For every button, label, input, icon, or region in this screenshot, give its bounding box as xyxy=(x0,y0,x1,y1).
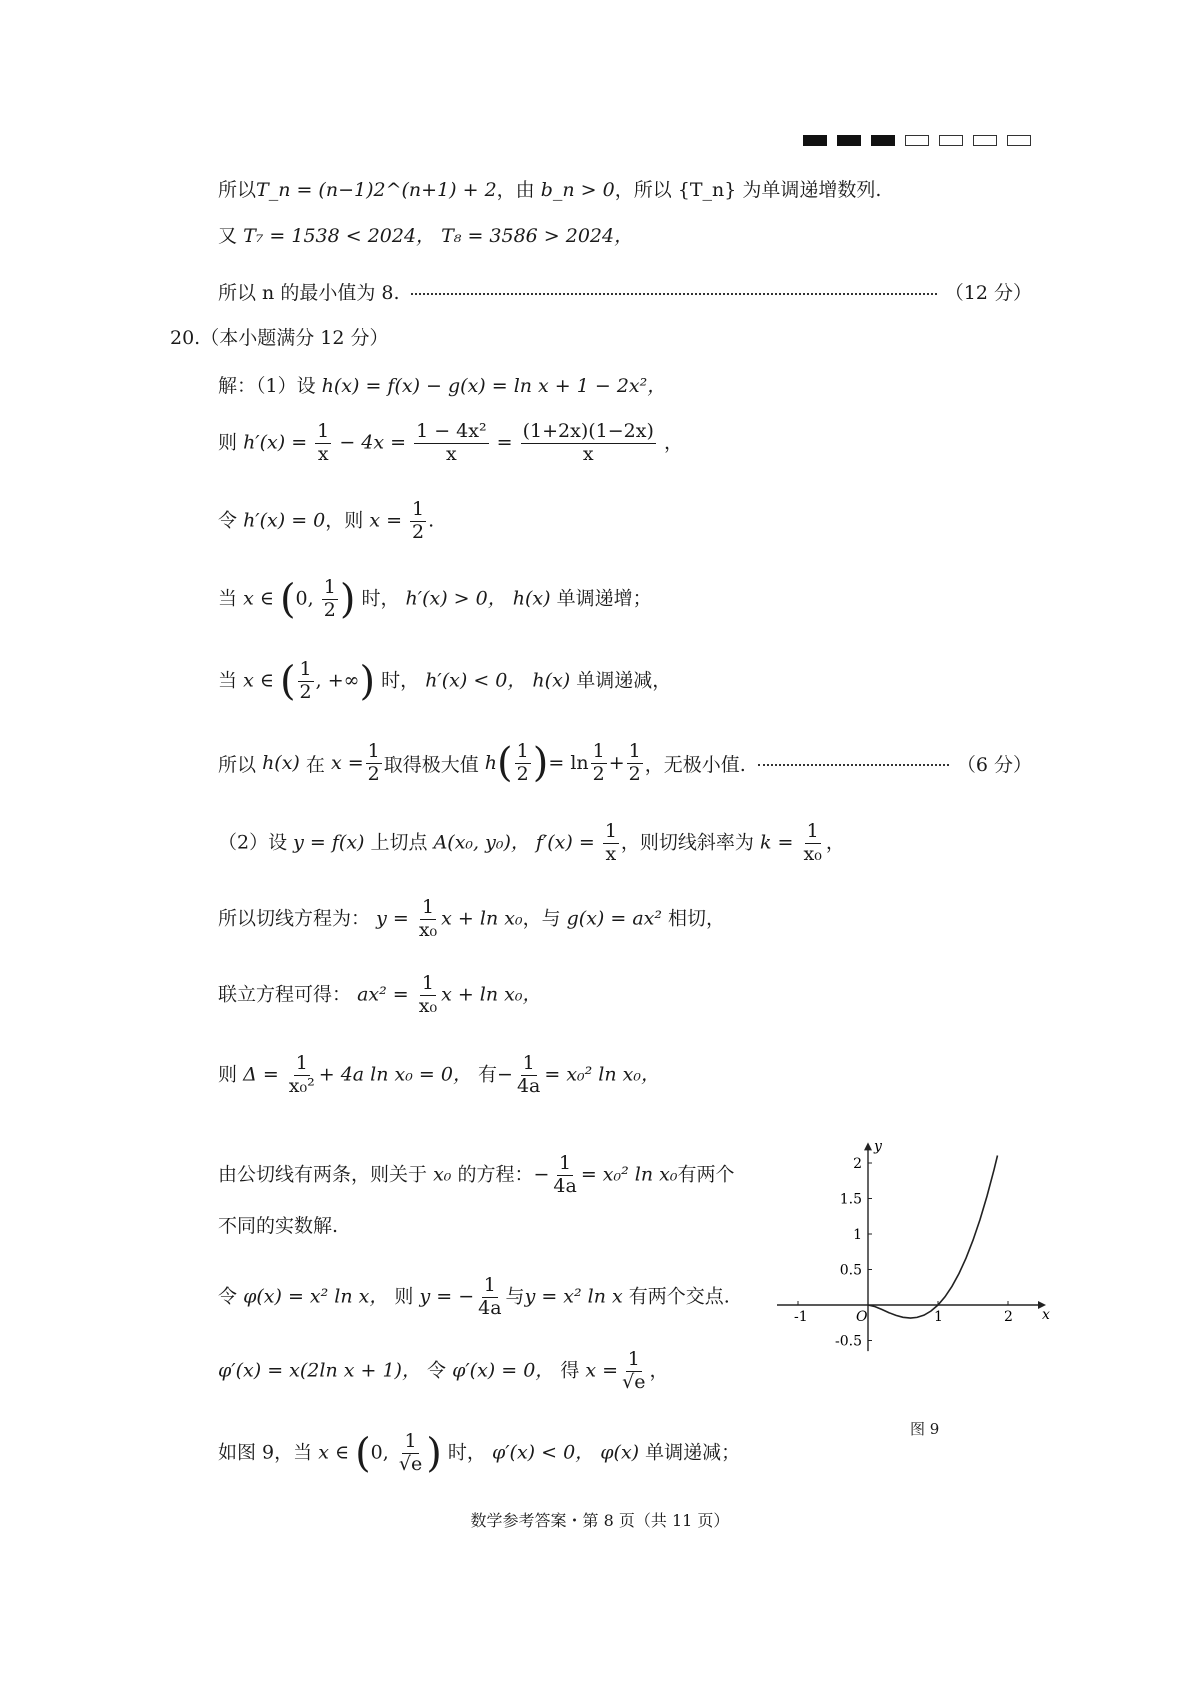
p2-line-7 xyxy=(218,1276,730,1319)
formula: h(x) = f(x) − g(x) = ln x + 1 − 2x²， xyxy=(321,375,667,397)
fraction xyxy=(410,500,426,543)
denominator: 2 xyxy=(516,762,529,785)
text: , +∞ xyxy=(315,669,360,692)
denominator: 4a xyxy=(516,1074,541,1097)
formula: = x₀² ln x₀ xyxy=(580,1163,678,1186)
formula: A(x₀, y₀)， xyxy=(433,831,530,854)
p1-line-4 xyxy=(218,578,652,621)
text: 与 xyxy=(505,1285,525,1308)
denominator: √e xyxy=(622,1370,646,1393)
numerator: 1 − 4x² xyxy=(416,420,487,442)
p2-line-6 xyxy=(218,1212,338,1240)
formula: x = xyxy=(369,509,402,532)
formula: h xyxy=(484,752,498,775)
text: 取得极大值 xyxy=(383,753,479,776)
text: （2）设 xyxy=(218,831,288,854)
denominator: 2 xyxy=(592,762,605,785)
text: 如图 9，当 xyxy=(218,1441,313,1464)
formula: ax² = xyxy=(357,983,409,1006)
formula: y = − xyxy=(419,1285,475,1308)
formula: h(x) xyxy=(532,669,571,692)
formula: x = xyxy=(585,1359,619,1382)
fraction xyxy=(322,578,338,621)
fraction xyxy=(591,742,607,785)
fraction xyxy=(417,898,439,941)
text: 单调递减； xyxy=(645,1441,741,1464)
formula: φ(x) = x² ln x， xyxy=(243,1285,389,1308)
formula: Δ = xyxy=(243,1063,279,1086)
text: 则 xyxy=(218,431,238,454)
denominator: 2 xyxy=(299,680,312,703)
text: ，则 xyxy=(325,509,364,532)
numerator: 1 xyxy=(421,972,434,994)
x-tick-label: 2 xyxy=(1004,1309,1013,1325)
progress-mark-filled xyxy=(837,135,861,146)
right-paren: ) xyxy=(532,740,549,787)
question-number: 20. xyxy=(170,327,201,349)
p1-line-3 xyxy=(218,500,434,543)
fraction xyxy=(366,742,382,785)
y-tick-label: 1 xyxy=(853,1227,862,1243)
text: 令 xyxy=(427,1359,447,1382)
formula: T_n = (n−1)2^(n+1) + 2 xyxy=(256,179,497,201)
function-graph xyxy=(768,1140,1048,1400)
denominator: x xyxy=(445,442,457,465)
p2-line-4 xyxy=(218,1054,660,1097)
formula: b_n > 0 xyxy=(540,179,615,201)
numerator: (1+2x)(1−2x) xyxy=(522,420,654,442)
y-tick-label: 0.5 xyxy=(839,1262,862,1279)
dot-leader xyxy=(758,764,949,766)
y-tick-label: 2 xyxy=(853,1156,862,1172)
text: 所以 xyxy=(218,179,257,201)
text: 则 xyxy=(394,1285,414,1308)
denominator: 4a xyxy=(478,1296,502,1319)
fraction xyxy=(521,422,656,465)
text: 由公切线有两条，则关于 xyxy=(218,1163,428,1186)
formula: g(x) = ax² xyxy=(566,907,662,930)
text: ，则切线斜率为 xyxy=(620,831,754,854)
progress-mark-empty xyxy=(1007,135,1031,146)
progress-mark-empty xyxy=(939,135,963,146)
formula: x ∈ xyxy=(318,1441,350,1464)
text: 不同的实数解. xyxy=(218,1215,339,1237)
formula: x ∈ xyxy=(243,669,274,692)
text: 单调递增； xyxy=(556,587,652,610)
y-tick-label: -0.5 xyxy=(835,1333,862,1350)
denominator: √e xyxy=(398,1452,423,1475)
formula: f′(x) = xyxy=(535,831,595,854)
numerator: 1 xyxy=(404,1430,417,1452)
numerator: 1 xyxy=(421,896,435,918)
text: ，所以 {T_n} 为单调递增数列. xyxy=(614,179,882,201)
denominator: x₀ xyxy=(418,994,438,1017)
question-header xyxy=(170,324,388,352)
numerator: 1 xyxy=(628,740,641,762)
x-tick-label: O xyxy=(856,1309,868,1325)
denominator: x₀² xyxy=(288,1074,315,1097)
formula: x + ln x₀ xyxy=(441,907,523,930)
text: 0, xyxy=(370,1441,389,1464)
formula: y = f(x) xyxy=(293,831,365,854)
text: 解：（1）设 xyxy=(218,375,316,397)
formula: h′(x) > 0， xyxy=(405,587,507,610)
text: 令 xyxy=(218,1285,238,1308)
numerator: 1 xyxy=(295,1052,308,1074)
text: 时， xyxy=(447,1441,486,1464)
formula: φ′(x) = x(2ln x + 1)， xyxy=(218,1359,421,1382)
fraction xyxy=(603,822,619,865)
figure-caption: 图 9 xyxy=(910,1420,940,1438)
dot-leader xyxy=(411,293,936,295)
numerator: 1 xyxy=(323,576,336,598)
fraction xyxy=(551,1154,578,1197)
y-axis-arrow xyxy=(864,1142,872,1150)
numerator: 1 xyxy=(559,1152,572,1174)
formula: h(x) xyxy=(262,752,300,775)
progress-mark-empty xyxy=(973,135,997,146)
formula: h′(x) = xyxy=(243,431,308,454)
left-paren: ( xyxy=(355,1430,371,1477)
p2-line-2 xyxy=(218,898,725,941)
text: 在 xyxy=(305,753,325,776)
text: 所以 xyxy=(218,753,257,776)
progress-mark-filled xyxy=(803,135,827,146)
numerator: 1 xyxy=(522,1052,535,1074)
p1-line-1 xyxy=(218,372,666,400)
text: 有 xyxy=(478,1063,498,1086)
numerator: 1 xyxy=(592,740,605,762)
fraction xyxy=(802,822,824,865)
text: ， xyxy=(649,1359,669,1382)
p1-line-5 xyxy=(218,660,671,703)
progress-mark-empty xyxy=(905,135,929,146)
numerator: 1 xyxy=(367,740,380,762)
continuation-line-3 xyxy=(218,278,1032,305)
text: 单调递减， xyxy=(576,669,672,692)
numerator: 1 xyxy=(317,420,330,442)
numerator: 1 xyxy=(627,1348,640,1370)
text: ，由 xyxy=(496,179,535,201)
numerator: 1 xyxy=(516,740,529,762)
text: 有两个交点. xyxy=(628,1285,730,1308)
text: 所以切线方程为： xyxy=(218,907,371,930)
p2-line-3 xyxy=(218,974,541,1017)
formula: x ∈ xyxy=(243,587,274,610)
fraction xyxy=(417,974,439,1017)
fraction xyxy=(515,742,531,785)
numerator: 1 xyxy=(299,658,312,680)
curve-series xyxy=(868,1156,998,1319)
p2-line-8 xyxy=(218,1350,668,1393)
fraction xyxy=(476,1276,503,1319)
denominator: 2 xyxy=(628,762,641,785)
score: （6 分） xyxy=(956,753,1032,776)
fraction xyxy=(515,1054,542,1097)
fraction xyxy=(298,660,314,703)
text: − xyxy=(533,1163,550,1186)
text: 相切， xyxy=(668,907,726,930)
text: 时， xyxy=(361,587,400,610)
text: 有两个 xyxy=(677,1163,735,1186)
text: ，无极小值. xyxy=(644,753,746,776)
formula: φ(x) xyxy=(600,1441,640,1464)
formula: x = xyxy=(330,752,364,775)
text: − xyxy=(497,1063,513,1086)
question-title: （本小题满分 12 分） xyxy=(200,327,389,349)
progress-mark-filled xyxy=(871,135,895,146)
p1-line-2 xyxy=(218,422,683,465)
page-footer: 数学参考答案・第 8 页（共 11 页） xyxy=(470,1511,730,1530)
denominator: 4a xyxy=(553,1174,577,1197)
text: 又 xyxy=(218,225,238,247)
numerator: 1 xyxy=(412,498,425,520)
text: 的方程： xyxy=(457,1163,534,1186)
text: 当 xyxy=(218,587,238,610)
formula: = x₀² ln x₀， xyxy=(544,1063,660,1086)
text: ， xyxy=(663,431,683,454)
x-tick-label: -1 xyxy=(794,1309,808,1325)
fraction xyxy=(397,1432,424,1475)
left-paren: ( xyxy=(279,658,296,705)
text: 上切点 xyxy=(370,831,428,854)
numerator: 1 xyxy=(604,820,617,842)
p2-line-9 xyxy=(218,1432,740,1475)
formula: x₀ xyxy=(433,1163,452,1186)
text: 时， xyxy=(381,669,420,692)
fraction xyxy=(627,742,643,785)
left-paren: ( xyxy=(279,576,296,623)
formula: φ′(x) < 0， xyxy=(491,1441,595,1464)
continuation-line-2 xyxy=(218,222,633,250)
denominator: x xyxy=(605,842,617,865)
fraction xyxy=(620,1350,647,1393)
numerator: 1 xyxy=(483,1274,496,1296)
denominator: x₀ xyxy=(418,918,438,941)
x-axis-label: x xyxy=(1042,1307,1050,1323)
fraction xyxy=(315,422,331,465)
text: 所以 n 的最小值为 8. xyxy=(218,282,400,304)
formula: y = x² ln x xyxy=(524,1285,623,1308)
text: = ln xyxy=(548,752,589,775)
right-paren: ) xyxy=(339,576,356,623)
formula: + 4a ln x₀ = 0， xyxy=(318,1063,472,1086)
right-paren: ) xyxy=(426,1430,442,1477)
denominator: 2 xyxy=(323,598,336,621)
fraction xyxy=(287,1054,317,1097)
left-paren: ( xyxy=(497,740,513,787)
numerator: 1 xyxy=(806,820,819,842)
formula: h(x) xyxy=(512,587,551,610)
denominator: 2 xyxy=(412,520,425,543)
formula: φ′(x) = 0， xyxy=(452,1359,555,1382)
formula: h′(x) < 0， xyxy=(425,669,527,692)
denominator: x₀ xyxy=(803,842,822,865)
text: 则 xyxy=(218,1063,238,1086)
formula: − 4x = xyxy=(339,431,407,454)
progress-marks xyxy=(803,135,1031,146)
x-tick-label: 1 xyxy=(934,1309,943,1325)
p1-line-6 xyxy=(218,742,1032,785)
score: （12 分） xyxy=(944,282,1032,304)
continuation-line-1 xyxy=(218,176,881,204)
text: 当 xyxy=(218,669,238,692)
text: ，与 xyxy=(522,907,561,930)
text: 0, xyxy=(295,587,314,610)
text: + xyxy=(608,752,625,775)
formula: T₈ = 3586 > 2024， xyxy=(441,225,634,247)
text: = xyxy=(496,431,513,454)
denominator: x xyxy=(317,442,329,465)
formula: h′(x) = 0 xyxy=(243,509,326,532)
text: ， xyxy=(825,831,845,854)
text: . xyxy=(428,509,435,532)
formula: k = xyxy=(759,831,794,854)
y-tick-label: 1.5 xyxy=(839,1191,862,1208)
text: 令 xyxy=(218,509,238,532)
formula: T₇ = 1538 < 2024， xyxy=(243,225,436,247)
p2-line-5 xyxy=(218,1154,734,1197)
fraction xyxy=(414,422,489,465)
text: 联立方程可得： xyxy=(218,983,352,1006)
denominator: 2 xyxy=(367,762,380,785)
denominator: x xyxy=(582,442,594,465)
formula: y = xyxy=(376,907,409,930)
right-paren: ) xyxy=(359,658,376,705)
formula: x + ln x₀， xyxy=(441,983,542,1006)
text: 得 xyxy=(560,1359,580,1382)
p2-line-1 xyxy=(218,822,845,865)
y-axis-label: y xyxy=(874,1138,882,1155)
